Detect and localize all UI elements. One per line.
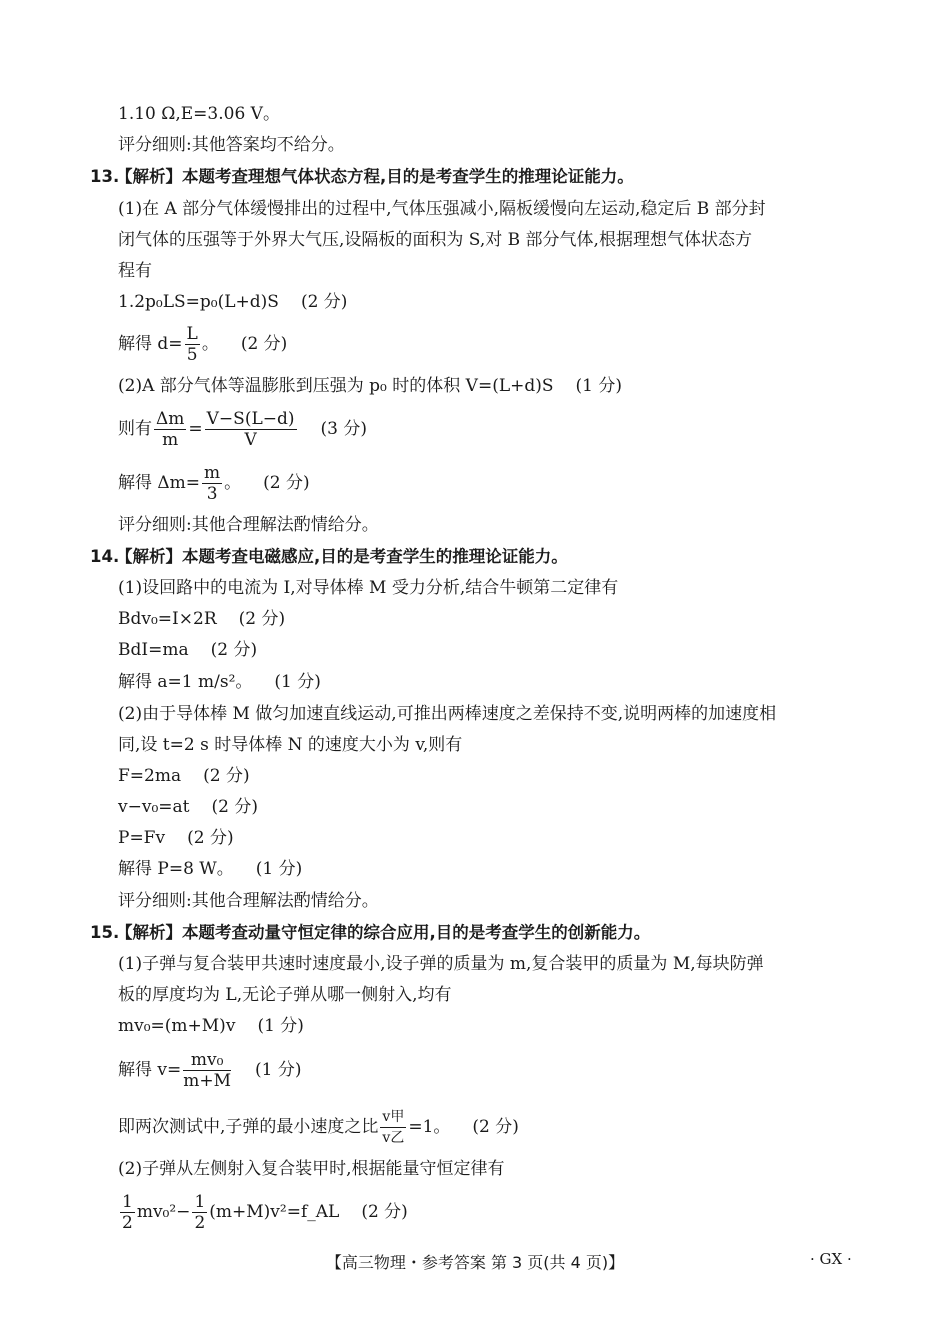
score: (2 分): [361, 1202, 408, 1222]
fraction: [192, 1192, 207, 1233]
equation: [118, 765, 250, 787]
denominator: m+M: [183, 1071, 232, 1091]
equation-text: P=Fv: [118, 828, 166, 848]
numerator: m: [204, 463, 221, 483]
denominator: 3: [206, 484, 218, 504]
paragraph-text: (2)A 部分气体等温膨胀到压强为 p₀ 时的体积 V=(L+d)S: [118, 376, 554, 396]
score: (2 分): [263, 473, 310, 493]
grading-note: 评分细则:其他合理解法酌情给分。: [118, 891, 379, 911]
equation: [118, 375, 622, 397]
score: (2 分): [210, 640, 258, 660]
numerator: 1: [122, 1192, 133, 1212]
fraction: [185, 324, 200, 365]
equation: [118, 1015, 304, 1037]
equation: [118, 291, 347, 313]
solution: [118, 322, 287, 366]
equation: [118, 608, 285, 630]
equation-text: BdI=ma: [118, 640, 189, 660]
fraction: [205, 409, 297, 450]
equation-text: mv₀²−: [136, 1202, 191, 1222]
score: (2 分): [187, 828, 234, 848]
fraction: [380, 1107, 406, 1148]
score: (1 分): [255, 859, 303, 879]
score: (3 分): [320, 419, 367, 439]
question-heading: 【解析】本题考查电磁感应,目的是考查学生的推理论证能力。: [116, 547, 568, 566]
solution-text: 解得 a=1 m/s²。: [118, 672, 253, 692]
solution: [118, 858, 302, 880]
equation: [118, 827, 234, 849]
question-heading: 【解析】本题考查动量守恒定律的综合应用,目的是考查学生的创新能力。: [116, 923, 651, 942]
numerator: v甲: [380, 1107, 406, 1128]
grading-note: 评分细则:其他合理解法酌情给分。: [118, 515, 379, 535]
denominator: v乙: [382, 1130, 405, 1146]
score: (1 分): [257, 1016, 304, 1036]
solution-text: 。: [201, 334, 219, 354]
question-number: 13.: [90, 167, 120, 186]
solution: [118, 671, 321, 693]
solution-text: 解得 d=: [118, 334, 183, 354]
question-heading: 【解析】本题考查理想气体状态方程,目的是考查学生的推理论证能力。: [116, 167, 634, 186]
numerator: V−S(L−d): [206, 409, 295, 429]
numerator: 1: [194, 1192, 206, 1212]
equation-text: (m+M)v²=f_AL: [209, 1202, 340, 1222]
solution: [118, 1105, 519, 1149]
solution-text: 即两次测试中,子弹的最小速度之比: [118, 1117, 379, 1137]
paragraph-line: (1)设回路中的电流为 I,对导体棒 M 受力分析,结合牛顿第二定律有: [118, 578, 619, 598]
equation: [118, 796, 258, 818]
fraction: [154, 409, 186, 450]
equation-text: v−v₀=at: [118, 797, 190, 817]
equation-text: mv₀=(m+M)v: [118, 1016, 236, 1036]
score: (1 分): [255, 1060, 302, 1080]
score: (1 分): [274, 672, 321, 692]
solution-text: 解得 v=: [118, 1060, 182, 1080]
footer-code: · GX ·: [810, 1250, 852, 1268]
equation: [118, 1190, 408, 1234]
denominator: m: [162, 430, 179, 450]
question-number: 14.: [90, 547, 120, 566]
score: (2 分): [300, 292, 348, 312]
equals-sign: =: [188, 419, 203, 439]
solution: [118, 461, 310, 505]
page-footer: 【高三物理・参考答案 第 3 页(共 4 页)】: [325, 1253, 625, 1272]
paragraph-line: 程有: [118, 261, 152, 281]
paragraph-line: (2)由于导体棒 M 做匀加速直线运动,可推出两棒速度之差保持不变,说明两棒的加速度相: [118, 704, 777, 724]
paragraph-line: (2)子弹从左侧射入复合装甲时,根据能量守恒定律有: [118, 1159, 505, 1179]
paragraph-line: (1)子弹与复合装甲共速时速度最小,设子弹的质量为 m,复合装甲的质量为 M,每块防弹: [118, 954, 764, 974]
score: (2 分): [240, 334, 288, 354]
equation: [118, 407, 367, 451]
solution-text: =1。: [408, 1117, 451, 1137]
score: (1 分): [575, 376, 623, 396]
solution-text: 。: [224, 473, 242, 493]
equation-text: Bdv₀=I×2R: [118, 609, 217, 629]
fraction: [120, 1192, 135, 1233]
answer-line: 1.10 Ω,E=3.06 V。: [118, 104, 280, 124]
denominator: 2: [122, 1213, 133, 1233]
fraction: [183, 1050, 231, 1091]
paragraph-line: 闭气体的压强等于外界大气压,设隔板的面积为 S,对 B 部分气体,根据理想气体状态方: [118, 230, 752, 250]
paragraph-line: 板的厚度均为 L,无论子弹从哪一侧射入,均有: [118, 985, 452, 1005]
grading-note: 评分细则:其他答案均不给分。: [118, 135, 345, 155]
numerator: L: [186, 324, 198, 344]
equation-text: 1.2p₀LS=p₀(L+d)S: [118, 292, 279, 312]
score: (2 分): [472, 1117, 519, 1137]
score: (2 分): [211, 797, 258, 817]
denominator: V: [244, 430, 257, 450]
paragraph-line: (1)在 A 部分气体缓慢排出的过程中,气体压强减小,隔板缓慢向左运动,稳定后 B 部分封: [118, 199, 766, 219]
fraction: [202, 463, 222, 504]
score: (2 分): [238, 609, 286, 629]
solution-text: 解得 Δm=: [118, 473, 201, 493]
paragraph-line: 同,设 t=2 s 时导体棒 N 的速度大小为 v,则有: [118, 735, 463, 755]
solution-text: 解得 P=8 W。: [118, 859, 234, 879]
equation: [118, 639, 257, 661]
equation-text: F=2ma: [118, 766, 182, 786]
denominator: 2: [194, 1213, 206, 1233]
solution: [118, 1048, 302, 1092]
numerator: mv₀: [183, 1050, 231, 1071]
numerator: Δm: [156, 409, 185, 429]
question-number: 15.: [90, 923, 120, 942]
score: (2 分): [203, 766, 250, 786]
denominator: 5: [186, 345, 198, 365]
equation-text: 则有: [118, 419, 152, 439]
